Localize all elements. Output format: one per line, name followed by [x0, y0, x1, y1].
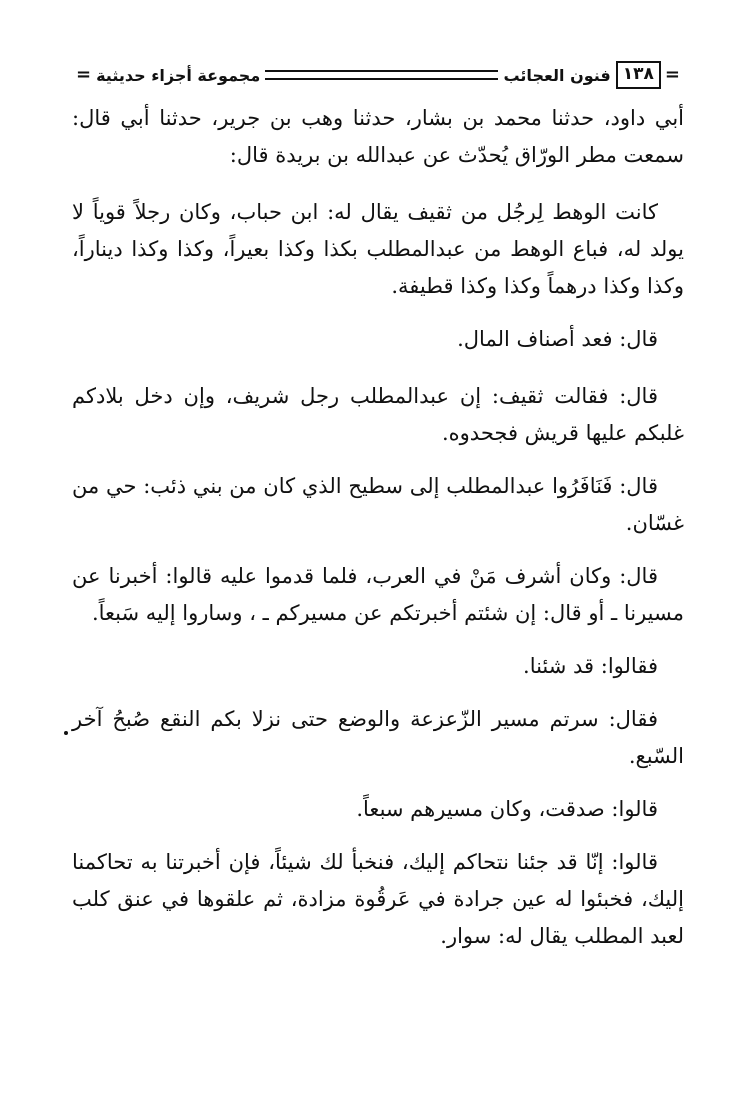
header-rule — [265, 70, 498, 80]
header-ornament-left: = — [76, 64, 92, 85]
paragraph-isnad: أبي داود، حدثنا محمد بن بشار، حدثنا وهب بن جرير، حدثنا أبي قال: سمعت مطر الورّاق يُحدّث عن عبدالله بن بريدة قال: — [72, 106, 684, 167]
paragraph-satih: قال: فَنَافَرُوا عبدالمطلب إلى سطيح الذي كان من بني ذئب: حي من غسّان. — [72, 474, 684, 535]
paragraph-wahat: كانت الوهط لِرجُل من ثقيف يقال له: ابن حباب، وكان رجلاً قوياً لا يولد له، فباع الوهط من عبدالمطلب بكذا وكذا بعيراً، وكذا وكذا ديناراً، وكذا وكذا درهماً وكذا وكذا قطيفة. — [72, 200, 684, 298]
header-ornament-right: = — [664, 64, 680, 85]
series-title: مجموعة أجزاء حديثية — [96, 65, 261, 85]
page-body — [72, 100, 684, 955]
paragraph-journey: قال: وكان أشرف مَنْ في العرب، فلما قدموا عليه قالوا: أخبرنا عن مسيرنا ـ أو قال: إن شئتم أخبرتكم عن مسيركم ـ ، وساروا إليه سَبعاً. — [72, 564, 684, 625]
page-number: ١٣٨ — [616, 61, 661, 89]
paragraph-hidden-thing: قالوا: إنّا قد جئنا نتحاكم إليك، فنخبأ لك شيئاً، فإن أخبرتنا به تحاكمنا إليك، فخبئوا له عين جرادة في عَرقُوة مزادة، ثم علقوها في عنق كلب لعبد المطلب يقال له: سوار. — [72, 850, 684, 948]
paragraph-confirm: قالوا: صدقت، وكان مسيرهم سبعاً. — [356, 797, 658, 821]
paragraph-satih-reply: فقال: سرتم مسير الزّعزعة والوضع حتى نزلا بكم النقع صُبحُ آخر السّبع. — [72, 707, 684, 768]
paragraph-thaqif: قال: فقالت ثقيف: إن عبدالمطلب رجل شريف، وإن دخل بلادكم غلبكم عليها قريش فجحدوه. — [72, 384, 684, 445]
book-title: فنون العجائب — [503, 65, 611, 85]
paragraph-agreed: فقالوا: قد شئنا. — [523, 654, 658, 678]
paragraph-count: قال: فعد أصناف المال. — [457, 327, 658, 351]
stray-mark — [64, 731, 68, 735]
running-header — [74, 58, 682, 92]
